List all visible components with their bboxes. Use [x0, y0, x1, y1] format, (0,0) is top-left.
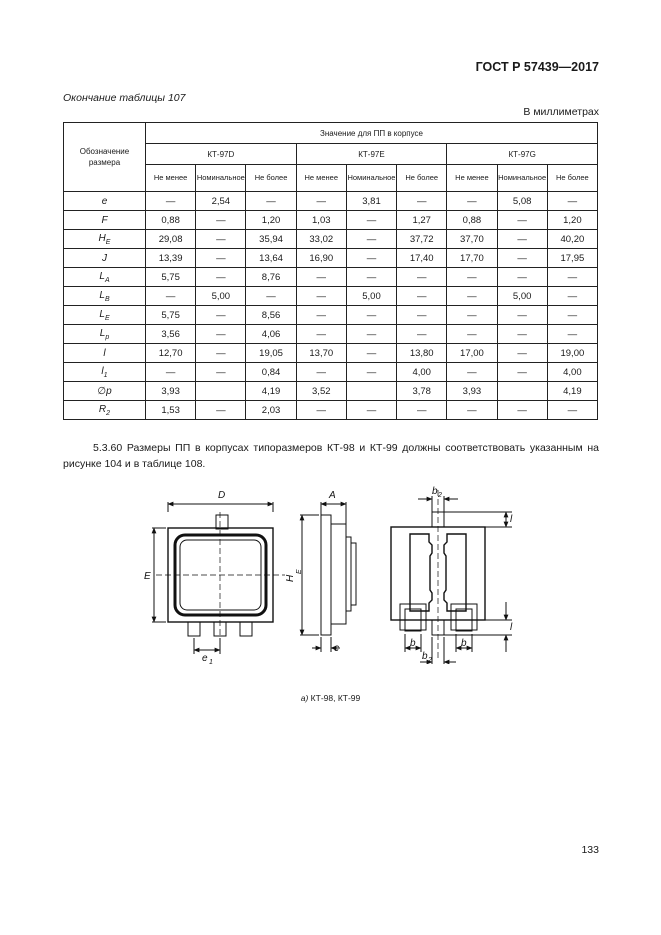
table-cell: 1,27: [397, 211, 447, 230]
table-cell: [346, 382, 396, 401]
dim-label-l-top: l: [510, 514, 513, 525]
table-cell: —: [196, 249, 246, 268]
row-designation: $R_2$: [64, 401, 146, 420]
case-header: КТ-97G: [447, 144, 598, 165]
table-cell: —: [346, 325, 396, 344]
case-header: КТ-97D: [146, 144, 297, 165]
table-cell: —: [196, 325, 246, 344]
page-number: 133: [581, 844, 599, 856]
table-cell: —: [397, 325, 447, 344]
table-cell: 33,02: [296, 230, 346, 249]
dim-label-a: A: [329, 490, 336, 501]
table-cell: —: [296, 363, 346, 382]
table-row: [64, 230, 598, 249]
table-cell: 1,20: [547, 211, 597, 230]
table-cell: 3,81: [346, 192, 396, 211]
table-cell: 17,00: [447, 344, 497, 363]
table-cell: [196, 382, 246, 401]
dim-label-he-sub: E: [296, 569, 303, 574]
table-cell: 19,05: [246, 344, 296, 363]
table-cell: —: [497, 306, 547, 325]
subcol-max: Не более: [397, 165, 447, 192]
table-cell: 4,19: [547, 382, 597, 401]
table-cell: —: [346, 344, 396, 363]
table-row: [64, 268, 598, 287]
dim-label-he: H: [285, 574, 296, 582]
table-cell: —: [447, 306, 497, 325]
table-cell: —: [196, 344, 246, 363]
dim-label-l-bottom: l: [510, 622, 513, 633]
table-cell: —: [196, 306, 246, 325]
paragraph-5-3-60: 5.3.60 Размеры ПП в корпусах типоразмеров КТ-98 и КТ-99 должны соответствовать указанным на рисунке 104 и в таблице 108.: [63, 442, 599, 470]
table-cell: 8,76: [246, 268, 296, 287]
table-cell: 5,75: [146, 268, 196, 287]
table-cell: 5,00: [497, 287, 547, 306]
table-cell: —: [296, 306, 346, 325]
table-cell: 13,80: [397, 344, 447, 363]
table-cell: —: [146, 192, 196, 211]
table-cell: 13,39: [146, 249, 196, 268]
table-row: [64, 325, 598, 344]
table-cell: —: [296, 192, 346, 211]
figure-caption-letter: а): [300, 693, 309, 703]
subcol-nom: Номинальное: [346, 165, 396, 192]
table-cell: 13,64: [246, 249, 296, 268]
table-cell: —: [196, 401, 246, 420]
table-cell: 5,00: [346, 287, 396, 306]
table-cell: 17,40: [397, 249, 447, 268]
table-cell: —: [346, 306, 396, 325]
table-row: [64, 249, 598, 268]
table-cell: 3,78: [397, 382, 447, 401]
table-cell: 37,72: [397, 230, 447, 249]
table-row: [64, 363, 598, 382]
table-cell: 4,06: [246, 325, 296, 344]
table-cell: —: [397, 401, 447, 420]
table-cell: 37,70: [447, 230, 497, 249]
row-designation: $L_B$: [64, 287, 146, 306]
table-cell: —: [447, 325, 497, 344]
subcol-min: Не менее: [447, 165, 497, 192]
table-cell: —: [196, 230, 246, 249]
table-cell: 17,95: [547, 249, 597, 268]
dim-label-d: D: [218, 490, 226, 501]
table-cell: [497, 382, 547, 401]
subcol-max: Не более: [246, 165, 296, 192]
designation-header: Обозначение размера: [64, 123, 146, 192]
subcol-min: Не менее: [296, 165, 346, 192]
table-cell: —: [447, 192, 497, 211]
table-cell: —: [497, 363, 547, 382]
dim-label-c: c: [334, 643, 339, 654]
value-header: Значение для ПП в корпусе: [146, 123, 598, 144]
row-designation: $L_E$: [64, 306, 146, 325]
dim-label-e1-sub: 1: [209, 659, 213, 664]
table-cell: 3,56: [146, 325, 196, 344]
table-cell: —: [346, 249, 396, 268]
table-cell: 3,93: [146, 382, 196, 401]
table-cell: 1,20: [246, 211, 296, 230]
table-cell: —: [196, 211, 246, 230]
table-cell: —: [547, 268, 597, 287]
row-designation: $L_A$: [64, 268, 146, 287]
dim-label-b2-top-sub: 2: [438, 492, 442, 499]
table-cell: 2,03: [246, 401, 296, 420]
dim-label-b-left: b: [410, 638, 416, 649]
table-cell: 16,90: [296, 249, 346, 268]
table-cell: —: [146, 363, 196, 382]
front-view: [152, 502, 285, 654]
table-cell: 4,00: [397, 363, 447, 382]
table-cell: —: [447, 287, 497, 306]
table-cell: 4,00: [547, 363, 597, 382]
table-row: [64, 306, 598, 325]
table-cell: —: [196, 363, 246, 382]
table-cell: —: [447, 268, 497, 287]
table-cell: —: [447, 363, 497, 382]
table-cell: 17,70: [447, 249, 497, 268]
table-cell: 0,88: [146, 211, 196, 230]
subcol-nom: Номинальное: [497, 165, 547, 192]
standard-header: ГОСТ Р 57439—2017: [475, 60, 599, 74]
table-caption: Окончание таблицы 107: [63, 92, 186, 104]
row-designation: ∅p: [64, 382, 146, 401]
table-cell: 5,00: [196, 287, 246, 306]
table-cell: —: [497, 344, 547, 363]
table-cell: —: [246, 287, 296, 306]
figure-caption-text: КТ-98, КТ-99: [310, 693, 361, 703]
row-designation: $l_1$: [64, 363, 146, 382]
table-cell: —: [547, 192, 597, 211]
table-cell: —: [497, 268, 547, 287]
table-cell: —: [497, 325, 547, 344]
table-cell: 19,00: [547, 344, 597, 363]
table-cell: —: [447, 401, 497, 420]
table-cell: 8,56: [246, 306, 296, 325]
dim-label-b2-bottom: b: [422, 651, 428, 662]
table-cell: —: [547, 325, 597, 344]
subcol-nom: Номинальное: [196, 165, 246, 192]
table-cell: 0,88: [447, 211, 497, 230]
case-header: КТ-97E: [296, 144, 447, 165]
table-cell: 4,19: [246, 382, 296, 401]
table-cell: 3,93: [447, 382, 497, 401]
subcol-min: Не менее: [146, 165, 196, 192]
table-row: [64, 192, 598, 211]
dim-label-e: E: [144, 571, 151, 582]
table-cell: —: [346, 363, 396, 382]
table-cell: —: [397, 268, 447, 287]
table-cell: 29,08: [146, 230, 196, 249]
table-cell: 3,52: [296, 382, 346, 401]
table-cell: —: [296, 268, 346, 287]
table-cell: —: [346, 230, 396, 249]
table-cell: —: [497, 249, 547, 268]
table-cell: —: [397, 287, 447, 306]
table-cell: 2,54: [196, 192, 246, 211]
table-cell: —: [397, 192, 447, 211]
table-cell: —: [346, 401, 396, 420]
table-cell: 12,70: [146, 344, 196, 363]
row-designation: F: [64, 211, 146, 230]
figure-caption: [0, 693, 661, 703]
table-cell: —: [146, 287, 196, 306]
table-cell: —: [547, 287, 597, 306]
row-designation: $H_E$: [64, 230, 146, 249]
table-cell: 40,20: [547, 230, 597, 249]
row-designation: l: [64, 344, 146, 363]
table-cell: 35,94: [246, 230, 296, 249]
table-cell: —: [346, 211, 396, 230]
table-cell: —: [296, 401, 346, 420]
table-cell: —: [246, 192, 296, 211]
table-cell: —: [196, 268, 246, 287]
row-designation: $L_p$: [64, 325, 146, 344]
dimensions-table: [63, 122, 598, 420]
dim-label-b2-top: b: [432, 486, 438, 497]
table-cell: —: [296, 287, 346, 306]
table-cell: —: [497, 230, 547, 249]
table-cell: —: [497, 401, 547, 420]
table-units: В миллиметрах: [523, 106, 599, 118]
table-cell: —: [296, 325, 346, 344]
table-cell: 13,70: [296, 344, 346, 363]
package-drawing: [140, 482, 520, 664]
table-cell: —: [397, 306, 447, 325]
table-row: [64, 382, 598, 401]
table-cell: —: [346, 268, 396, 287]
row-designation: J: [64, 249, 146, 268]
table-cell: —: [547, 401, 597, 420]
side-view: [300, 502, 356, 652]
table-cell: 1,03: [296, 211, 346, 230]
dim-label-b2-bottom-sub: 2: [428, 657, 432, 664]
table-cell: 5,75: [146, 306, 196, 325]
table-cell: 1,53: [146, 401, 196, 420]
table-row: [64, 401, 598, 420]
table-row: [64, 287, 598, 306]
table-cell: 5,08: [497, 192, 547, 211]
table-cell: —: [497, 211, 547, 230]
dim-label-b-right: b: [461, 638, 467, 649]
dim-label-e1: e: [202, 653, 208, 664]
table-row: [64, 211, 598, 230]
table-cell: 0,84: [246, 363, 296, 382]
subcol-max: Не более: [547, 165, 597, 192]
table-row: [64, 344, 598, 363]
table-cell: —: [547, 306, 597, 325]
row-designation: e: [64, 192, 146, 211]
